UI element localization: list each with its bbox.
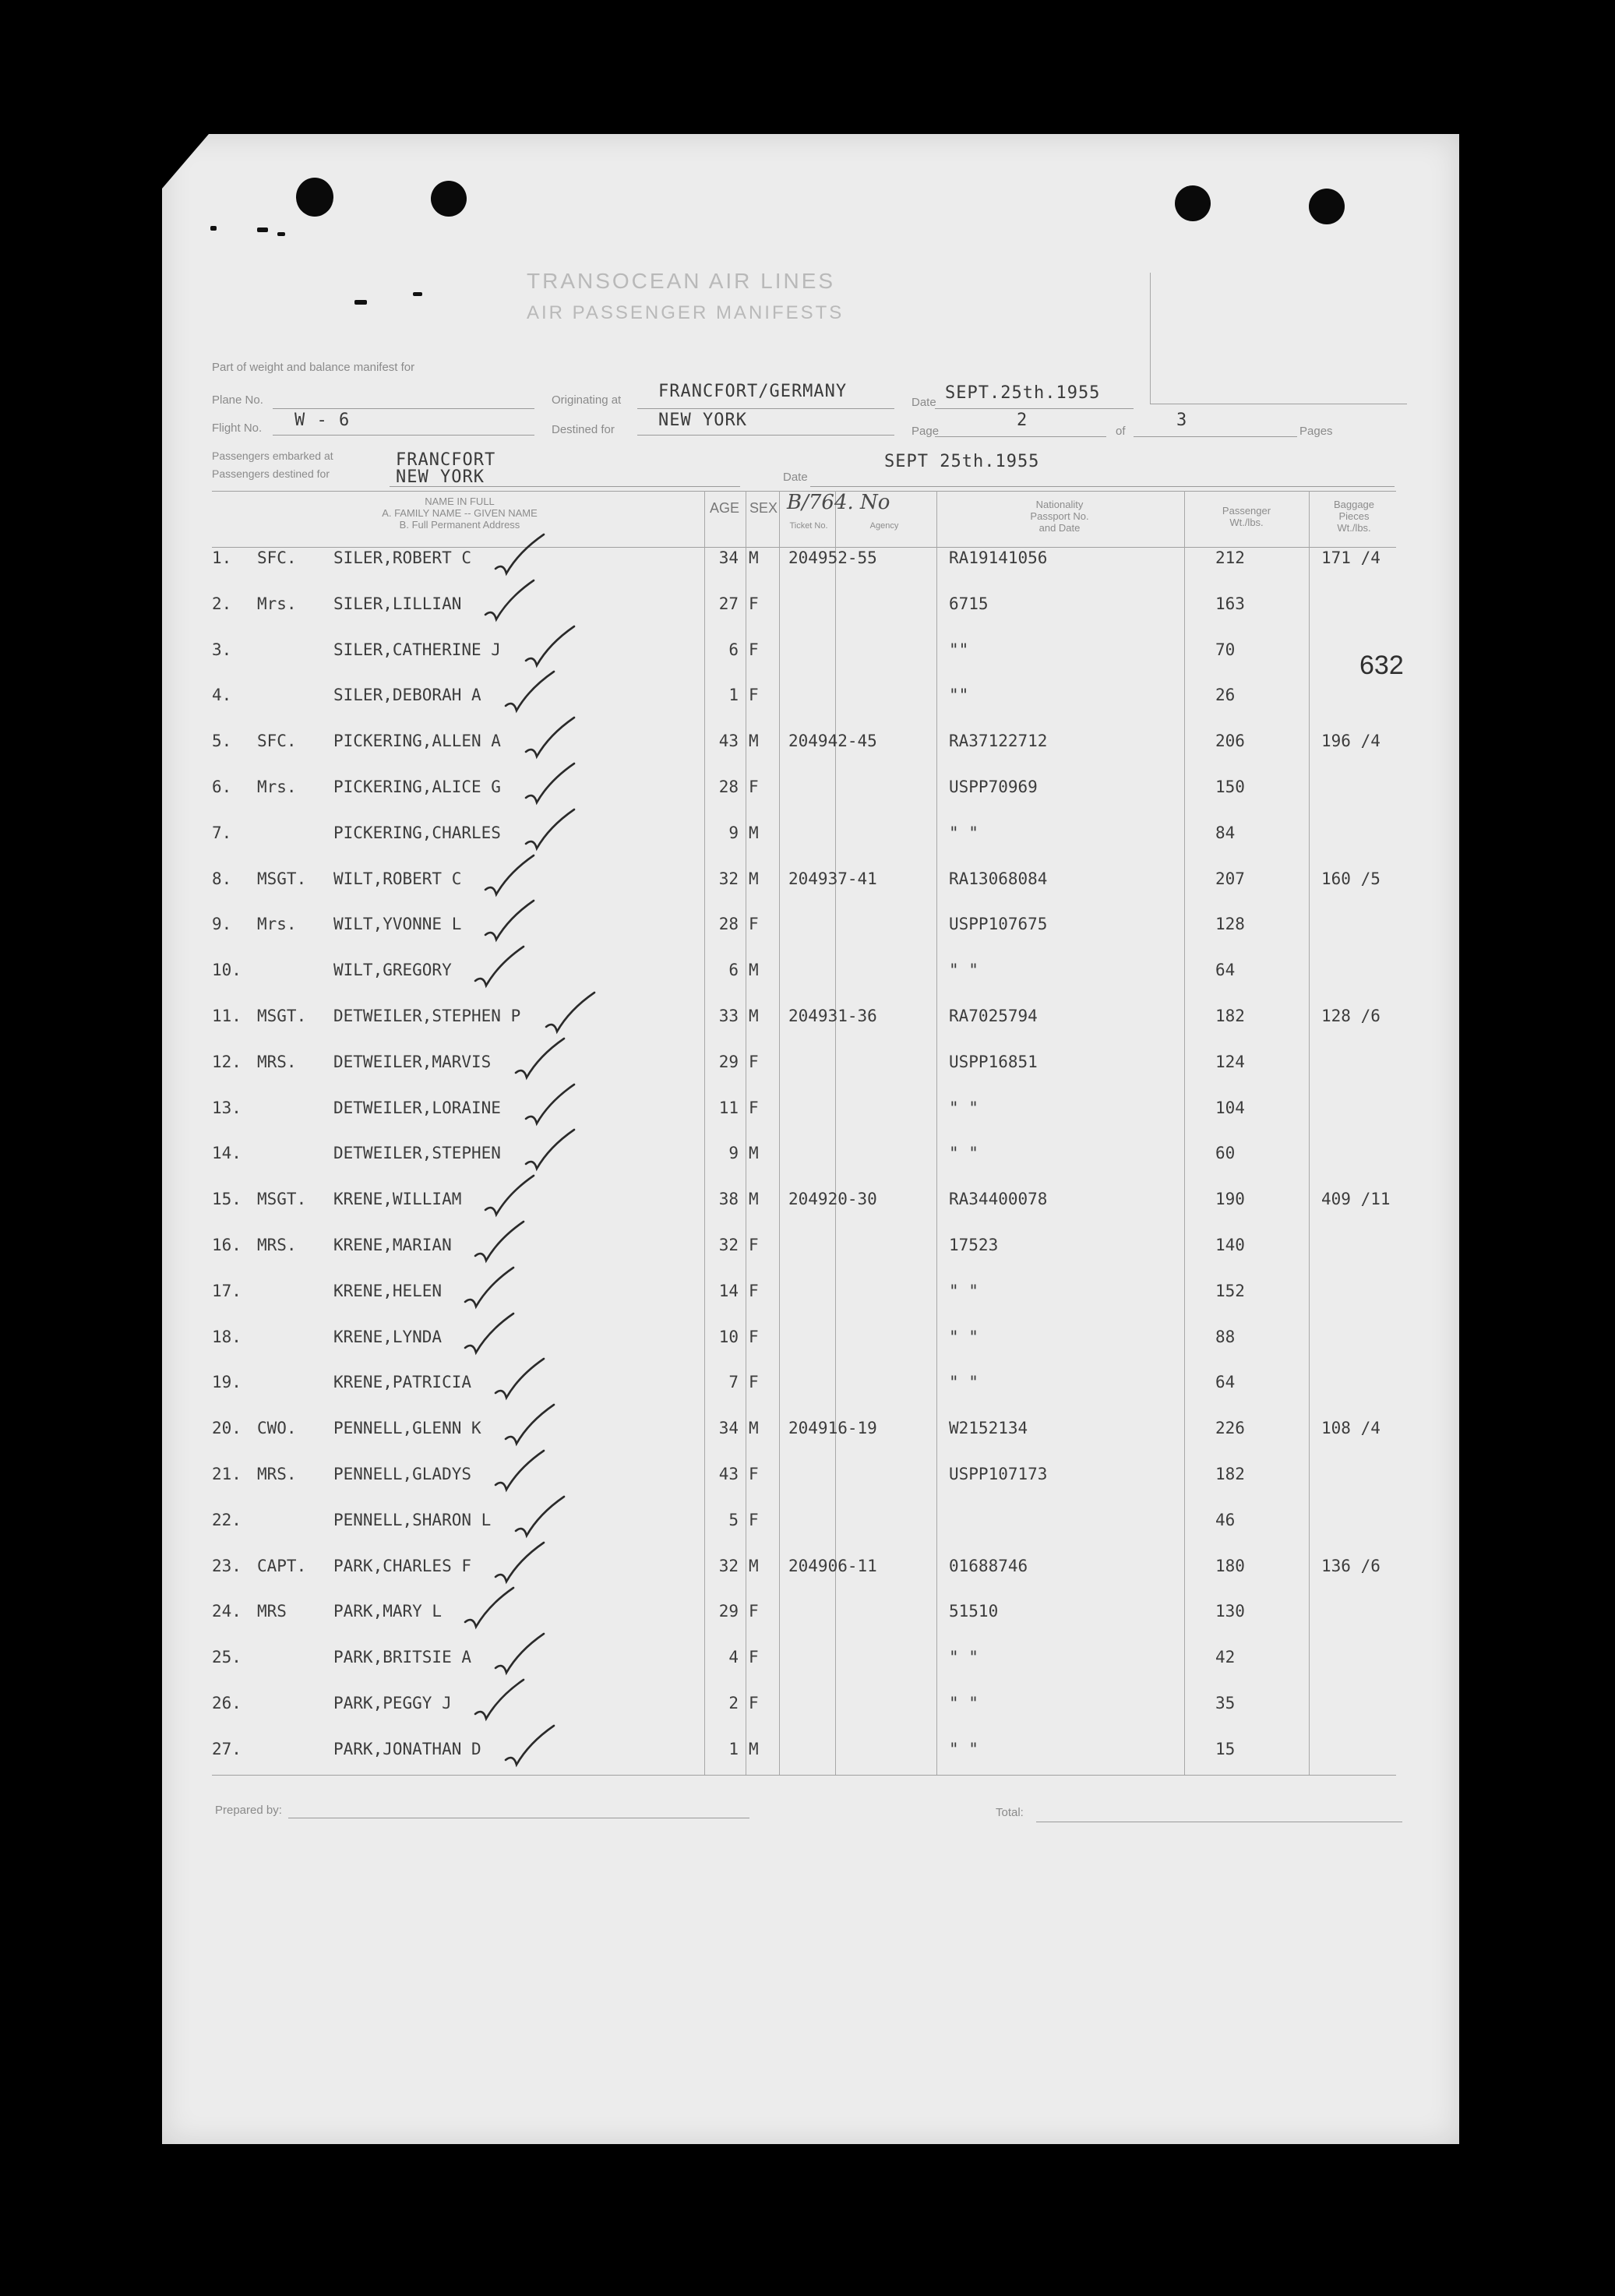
cell-weight: 26 [1215,686,1236,705]
check-mark-icon [523,760,577,807]
of-label: of [1116,425,1126,438]
destined-value: NEW YORK [658,411,747,430]
col-header-passport: Nationality Passport No. and Date [1030,499,1089,534]
cell-ticket: 204937-41 [788,869,877,888]
date2-label: Date [783,471,808,484]
cell-name: PICKERING,ALICE G [333,778,501,796]
cell-baggage: 196 /4 [1321,732,1381,751]
plane-no-line [273,408,534,409]
table-row [0,1236,1615,1281]
table-row [0,1419,1615,1464]
cell-title: MRS. [257,1465,297,1483]
cell-sex: M [749,732,759,751]
check-mark-icon [462,1585,517,1631]
cell-sex: M [749,869,759,888]
originating-line [637,408,894,409]
check-mark-icon [492,1631,547,1677]
cell-ticket: 204920-30 [788,1190,877,1209]
cell-age: 1 [728,1739,739,1758]
cell-age: 7 [728,1373,739,1392]
cell-sex: F [749,1602,759,1621]
cell-weight: 104 [1215,1098,1245,1117]
flight-no-value: W - 6 [294,411,351,430]
cell-name: PENNELL,GLENN K [333,1419,481,1438]
page-line [935,436,1106,437]
cell-passport: " " [949,823,979,842]
cell-passport: " " [949,1739,979,1758]
cell-num: 26. [212,1694,242,1712]
cell-name: DETWEILER,LORAINE [333,1098,501,1117]
cell-age: 14 [718,1281,739,1300]
check-mark-icon [482,852,537,899]
cell-num: 21. [212,1465,242,1483]
cell-sex: M [749,1190,759,1209]
cell-name: PICKERING,ALLEN A [333,732,501,751]
cell-weight: 15 [1215,1739,1236,1758]
cell-baggage: 160 /5 [1321,869,1381,888]
table-row [0,1465,1615,1510]
pages-label: Pages [1299,425,1333,438]
cell-num: 18. [212,1327,242,1346]
cell-name: PICKERING,CHARLES [333,823,501,842]
cell-age: 6 [728,961,739,980]
page-value: 2 [1017,411,1028,430]
check-mark-icon [462,1264,517,1311]
cell-name: KRENE,MARIAN [333,1236,452,1254]
cell-weight: 182 [1215,1007,1245,1025]
cell-passport: " " [949,1327,979,1346]
cell-sex: F [749,1052,759,1071]
cell-num: 6. [212,778,232,796]
cell-age: 32 [718,1556,739,1575]
table-row [0,1740,1615,1785]
cell-passport: W2152134 [949,1419,1028,1438]
cell-ticket: 204906-11 [788,1556,877,1575]
check-mark-icon [472,1219,527,1265]
originating-label: Originating at [552,393,622,407]
cell-title: MRS. [257,1052,297,1071]
check-mark-icon [472,943,527,990]
cell-title: SFC. [257,732,297,751]
cell-sex: F [749,778,759,796]
part-of-label: Part of weight and balance manifest for [212,361,415,374]
cell-weight: 46 [1215,1510,1236,1529]
cell-sex: F [749,594,759,613]
table-row [0,1190,1615,1235]
cell-title: Mrs. [257,594,297,613]
cell-num: 27. [212,1739,242,1758]
cell-name: KRENE,PATRICIA [333,1373,472,1392]
cell-title: MSGT. [257,1007,307,1025]
date-value: SEPT.25th.1955 [945,383,1101,403]
cell-weight: 182 [1215,1465,1245,1483]
table-row [0,594,1615,640]
ticket-handwritten-header: B/764. No [787,491,890,514]
check-mark-icon [513,1035,567,1082]
check-mark-icon [492,1448,547,1494]
cell-ticket: 204916-19 [788,1419,877,1438]
cell-age: 33 [718,1007,739,1025]
cell-name: PARK,MARY L [333,1602,443,1621]
punch-hole [431,181,467,217]
table-row [0,1282,1615,1327]
cell-age: 4 [728,1648,739,1667]
cell-passport: " " [949,1144,979,1163]
cell-num: 16. [212,1236,242,1254]
ink-speck [210,226,217,231]
cell-name: WILT,GREGORY [333,961,452,980]
cell-passport: USPP70969 [949,778,1038,796]
cell-sex: M [749,1007,759,1025]
cell-weight: 207 [1215,869,1245,888]
cell-passport: USPP16851 [949,1052,1038,1071]
cell-weight: 152 [1215,1281,1245,1300]
stamp-number: 632 [1359,651,1404,680]
cell-num: 15. [212,1190,242,1209]
cell-name: WILT,ROBERT C [333,869,462,888]
cell-sex: F [749,915,759,934]
cell-sex: F [749,1510,759,1529]
cell-num: 5. [212,732,232,751]
originating-value: FRANCFORT/GERMANY [658,382,848,401]
cell-age: 27 [718,594,739,613]
cell-name: SILER,ROBERT C [333,548,472,567]
check-mark-icon [492,531,547,578]
cell-age: 28 [718,778,739,796]
cell-num: 13. [212,1098,242,1117]
cell-baggage: 171 /4 [1321,548,1381,567]
cell-sex: F [749,1327,759,1346]
cell-age: 5 [728,1510,739,1529]
punch-hole [1175,185,1211,221]
cell-weight: 42 [1215,1648,1236,1667]
cell-ticket: 204952-55 [788,548,877,567]
cell-sex: F [749,1648,759,1667]
cell-passport: " " [949,1648,979,1667]
cell-baggage: 108 /4 [1321,1419,1381,1438]
cell-weight: 124 [1215,1052,1245,1071]
cell-ticket: 204931-36 [788,1007,877,1025]
table-row [0,1373,1615,1418]
cell-num: 24. [212,1602,242,1621]
cell-weight: 130 [1215,1602,1245,1621]
cell-num: 19. [212,1373,242,1392]
ink-speck [277,232,285,236]
check-mark-icon [543,989,598,1036]
check-mark-icon [523,806,577,853]
cell-passport: RA34400078 [949,1190,1048,1209]
table-row [0,1602,1615,1647]
cell-passport: " " [949,961,979,980]
cell-num: 11. [212,1007,242,1025]
cell-name: DETWEILER,STEPHEN [333,1144,501,1163]
cell-name: PARK,BRITSIE A [333,1648,472,1667]
cell-name: DETWEILER,STEPHEN P [333,1007,521,1025]
table-row [0,1007,1615,1052]
cell-title: Mrs. [257,778,297,796]
cell-weight: 190 [1215,1190,1245,1209]
cell-sex: F [749,640,759,659]
check-mark-icon [502,1723,557,1769]
col-header-ticket: Ticket No. [789,521,828,531]
cell-num: 22. [212,1510,242,1529]
flight-no-line [273,435,534,436]
cell-weight: 212 [1215,548,1245,567]
table-row [0,1511,1615,1556]
table-row [0,824,1615,869]
table-row [0,1144,1615,1189]
cell-ticket: 204942-45 [788,732,877,751]
cell-age: 34 [718,548,739,567]
ink-speck [257,227,268,232]
of-pages-line [1134,436,1297,437]
check-mark-icon [523,1081,577,1128]
cell-weight: 206 [1215,732,1245,751]
cell-weight: 64 [1215,961,1236,980]
cell-title: MSGT. [257,1190,307,1209]
cell-sex: M [749,1419,759,1438]
check-mark-icon [462,1310,517,1357]
cell-name: SILER,CATHERINE J [333,640,501,659]
cell-num: 12. [212,1052,242,1071]
table-row [0,1557,1615,1602]
cell-sex: F [749,1373,759,1392]
cell-weight: 128 [1215,915,1245,934]
col-header-age: AGE [709,500,739,516]
cell-age: 2 [728,1694,739,1712]
cell-weight: 180 [1215,1556,1245,1575]
table-row [0,640,1615,686]
cell-sex: M [749,1144,759,1163]
cell-age: 6 [728,640,739,659]
cell-title: MRS [257,1602,287,1621]
table-row [0,961,1615,1006]
cell-age: 43 [718,1465,739,1483]
cell-sex: F [749,1694,759,1712]
cell-sex: M [749,823,759,842]
table-row [0,1099,1615,1144]
cell-age: 38 [718,1190,739,1209]
stamp-box-edge [1150,273,1151,404]
cell-age: 28 [718,915,739,934]
destined-label: Destined for [552,423,615,436]
cell-passport: "" [949,640,969,659]
col-header-baggage: Baggage Pieces Wt./lbs. [1333,499,1375,534]
cell-weight: 84 [1215,823,1236,842]
cell-weight: 88 [1215,1327,1236,1346]
cell-name: PARK,PEGGY J [333,1694,452,1712]
cell-sex: F [749,1098,759,1117]
cell-num: 4. [212,686,232,705]
cell-weight: 60 [1215,1144,1236,1163]
cell-passport: " " [949,1098,979,1117]
cell-age: 11 [718,1098,739,1117]
cell-num: 7. [212,823,232,842]
cell-num: 17. [212,1281,242,1300]
cell-weight: 35 [1215,1694,1236,1712]
cell-num: 8. [212,869,232,888]
cell-title: CAPT. [257,1556,307,1575]
cell-age: 9 [728,823,739,842]
table-row [0,548,1615,594]
cell-num: 23. [212,1556,242,1575]
cell-passport: 51510 [949,1602,999,1621]
check-mark-icon [492,1356,547,1402]
cell-name: DETWEILER,MARVIS [333,1052,492,1071]
manifest-title: AIR PASSENGER MANIFESTS [527,302,845,323]
cell-num: 2. [212,594,232,613]
cell-sex: M [749,1739,759,1758]
cell-num: 20. [212,1419,242,1438]
table-row [0,1053,1615,1098]
of-pages-value: 3 [1176,411,1188,430]
plane-no-label: Plane No. [212,393,263,407]
check-mark-icon [523,623,577,670]
cell-age: 29 [718,1052,739,1071]
cell-baggage: 409 /11 [1321,1190,1391,1209]
cell-weight: 140 [1215,1236,1245,1254]
cell-title: CWO. [257,1419,297,1438]
table-row [0,778,1615,823]
cell-passport: 17523 [949,1236,999,1254]
cell-passport: " " [949,1694,979,1712]
table-row [0,732,1615,777]
cell-name: PENNELL,SHARON L [333,1510,492,1529]
cell-title: SFC. [257,548,297,567]
cell-age: 32 [718,869,739,888]
cell-name: PARK,CHARLES F [333,1556,472,1575]
cell-name: SILER,LILLIAN [333,594,462,613]
col-header-name: NAME IN FULL A. FAMILY NAME -- GIVEN NAME B. Full Permanent Address [382,496,538,531]
cell-baggage: 136 /6 [1321,1556,1381,1575]
prepared-by-label: Prepared by: [215,1804,282,1817]
table-row [0,1328,1615,1373]
punch-hole [1309,189,1345,224]
check-mark-icon [472,1677,527,1723]
folded-corner [162,134,209,189]
table-row [0,915,1615,960]
check-mark-icon [502,1402,557,1448]
cell-num: 10. [212,961,242,980]
cell-passport: 6715 [949,594,989,613]
check-mark-icon [482,1173,537,1219]
check-mark-icon [482,577,537,624]
cell-title: Mrs. [257,915,297,934]
cell-age: 34 [718,1419,739,1438]
cell-title: MRS. [257,1236,297,1254]
cell-passport: USPP107173 [949,1465,1048,1483]
cell-num: 9. [212,915,232,934]
date2-value: SEPT 25th.1955 [884,452,1040,471]
check-mark-icon [492,1539,547,1586]
col-header-agency: Agency [869,521,899,531]
date-label: Date [912,396,936,409]
cell-name: KRENE,HELEN [333,1281,443,1300]
cell-passport: USPP107675 [949,915,1048,934]
cell-weight: 150 [1215,778,1245,796]
table-header-rule [212,547,1396,548]
check-mark-icon [482,898,537,944]
check-mark-icon [502,668,557,715]
embarked-line [390,486,740,487]
cell-sex: M [749,1556,759,1575]
cell-sex: F [749,686,759,705]
table-row [0,1648,1615,1693]
cell-num: 3. [212,640,232,659]
cell-num: 25. [212,1648,242,1667]
cell-sex: F [749,1465,759,1483]
date2-line [810,486,1395,487]
cell-weight: 64 [1215,1373,1236,1392]
table-row [0,1694,1615,1739]
embarked-label: Passengers embarked at [212,450,333,462]
cell-age: 43 [718,732,739,751]
punch-hole [296,178,333,217]
page-label: Page [912,425,940,438]
cell-passport: RA7025794 [949,1007,1038,1025]
airline-name: TRANSOCEAN AIR LINES [527,269,836,293]
cell-num: 14. [212,1144,242,1163]
cell-age: 1 [728,686,739,705]
cell-name: PARK,JONATHAN D [333,1739,481,1758]
cell-baggage: 128 /6 [1321,1007,1381,1025]
check-mark-icon [523,1127,577,1173]
check-mark-icon [523,714,577,761]
destined-to-value: NEW YORK [396,467,485,487]
cell-passport: RA13068084 [949,869,1048,888]
cell-sex: F [749,1236,759,1254]
cell-passport: " " [949,1281,979,1300]
table-row [0,869,1615,915]
cell-num: 1. [212,548,232,567]
cell-passport: RA19141056 [949,548,1048,567]
table-row [0,686,1615,731]
cell-passport: RA37122712 [949,732,1048,751]
cell-weight: 226 [1215,1419,1245,1438]
cell-passport: 01688746 [949,1556,1028,1575]
ink-speck [354,300,367,305]
flight-no-label: Flight No. [212,421,263,435]
cell-weight: 163 [1215,594,1245,613]
ink-speck [413,292,422,296]
check-mark-icon [513,1494,567,1540]
cell-sex: M [749,548,759,567]
cell-name: PENNELL,GLADYS [333,1465,472,1483]
cell-passport: "" [949,686,969,705]
date-line [935,408,1134,409]
total-label: Total: [996,1806,1024,1819]
cell-passport: " " [949,1373,979,1392]
cell-name: SILER,DEBORAH A [333,686,481,705]
col-header-weight: Passenger Wt./lbs. [1222,505,1271,528]
cell-name: WILT,YVONNE L [333,915,462,934]
cell-age: 10 [718,1327,739,1346]
cell-title: MSGT. [257,869,307,888]
cell-name: KRENE,WILLIAM [333,1190,462,1209]
cell-sex: F [749,1281,759,1300]
destined-to-label: Passengers destined for [212,467,330,480]
cell-age: 29 [718,1602,739,1621]
destined-line [637,435,894,436]
col-header-sex: SEX [749,500,778,516]
cell-age: 32 [718,1236,739,1254]
cell-sex: M [749,961,759,980]
cell-name: KRENE,LYNDA [333,1327,443,1346]
cell-age: 9 [728,1144,739,1163]
cell-weight: 70 [1215,640,1236,659]
embarked-value: FRANCFORT [396,450,496,470]
